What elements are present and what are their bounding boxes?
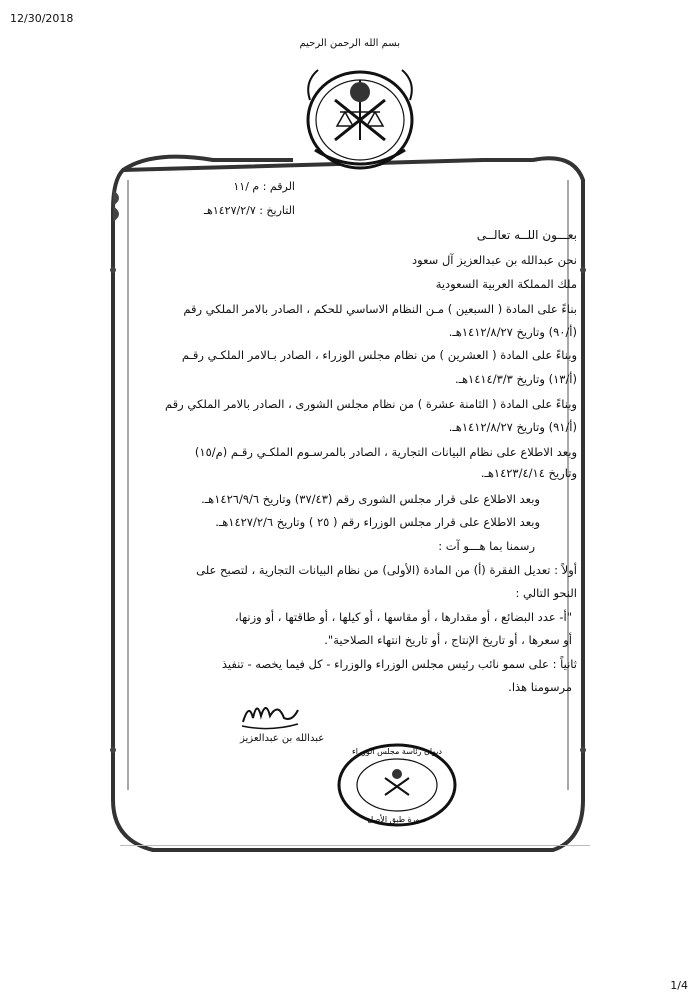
closing-line: مرسومنا هذا.	[508, 680, 572, 694]
body-line: وبعد الاطلاع على قرار مجلس الوزراء رقم ( ٢٥ ) وتاريخ ١٤٢٧/٢/٦هـ.	[215, 515, 540, 529]
reference-number: الرقم : م /١١	[233, 180, 295, 193]
body-line: (أ/١٣) وتاريخ ١٤١٤/٣/٣هـ.	[454, 372, 577, 386]
signatory-name: عبدالله بن عبدالعزيز	[240, 733, 325, 744]
clause-second-line: ثانياً : على سمو نائب رئيس مجلس الوزراء والوزراء - كل فيما يخصه - تنفيذ	[221, 657, 577, 671]
king-name-line: نحن عبدالله بن عبدالعزيز آل سعود	[412, 253, 577, 267]
print-date: 12/30/2018	[10, 12, 74, 25]
body-line: بناءً على المادة ( السبعين ) مـن النظام الاساسي للحكم ، الصادر بالامر الملكي رقم	[183, 302, 577, 316]
body-line: وبعد الاطلاع على قرار مجلس الشورى رقم (٣٧/٤٣) وتاريخ ١٤٢٦/٩/٦هـ.	[201, 492, 540, 506]
body-line: النحو التالي :	[515, 586, 577, 600]
quoted-clause-line: "أ- عدد البضائع ، أو مقدارها ، أو مقاسها ، أو كيلها ، أو طاقتها ، أو وزنها،	[234, 610, 572, 624]
royal-emblem-icon	[295, 40, 425, 180]
scan-line-artifact	[120, 845, 590, 846]
signature-scribble	[240, 700, 300, 730]
body-line: وبعد الاطلاع على نظام البيانات التجارية ، الصادر بالمرسـوم الملكـي رقـم (م/١٥)	[194, 445, 577, 459]
seal-bottom-text: صورة طبق الأصل	[367, 815, 427, 824]
reference-date: التاريخ : ١٤٢٧/٢/٧هـ	[203, 204, 295, 217]
king-title-line: ملك المملكة العربية السعودية	[435, 277, 577, 291]
clause-first-line: أولاً : تعديل الفقرة (أ) من المادة (الأولى) من نظام البيانات التجارية ، لتصبح على	[196, 563, 577, 577]
basmala: بسم الله الرحمن الرحيم	[299, 38, 400, 49]
seal-top-text: ديوان رئاسة مجلس الوزراء	[352, 747, 442, 756]
page-number: 1/4	[670, 979, 688, 992]
body-line: (أ/٩١) وتاريخ ١٤١٢/٨/٢٧هـ.	[448, 420, 577, 434]
invocation-line: بعـــون اللــه تعالــى	[476, 228, 577, 242]
body-line: (أ/٩٠) وتاريخ ١٤١٢/٨/٢٧هـ.	[448, 325, 577, 339]
body-line: وتاريخ ١٤٢٣/٤/١٤هـ.	[480, 466, 577, 480]
quoted-clause-line: أو سعرها ، أو تاريخ الإنتاج ، أو تاريخ انتهاء الصلاحية".	[324, 633, 572, 647]
body-line: وبناءً على المادة ( الثامنة عشرة ) من نظام مجلس الشورى ، الصادر بالامر الملكي رقم	[165, 397, 577, 411]
body-line: وبناءً على المادة ( العشرين ) من نظام مجلس الوزراء ، الصادر بـالامر الملكـي رقـم	[181, 348, 577, 362]
official-seal	[335, 740, 460, 830]
decree-line: رسمنا بما هـــو آت :	[438, 539, 535, 553]
